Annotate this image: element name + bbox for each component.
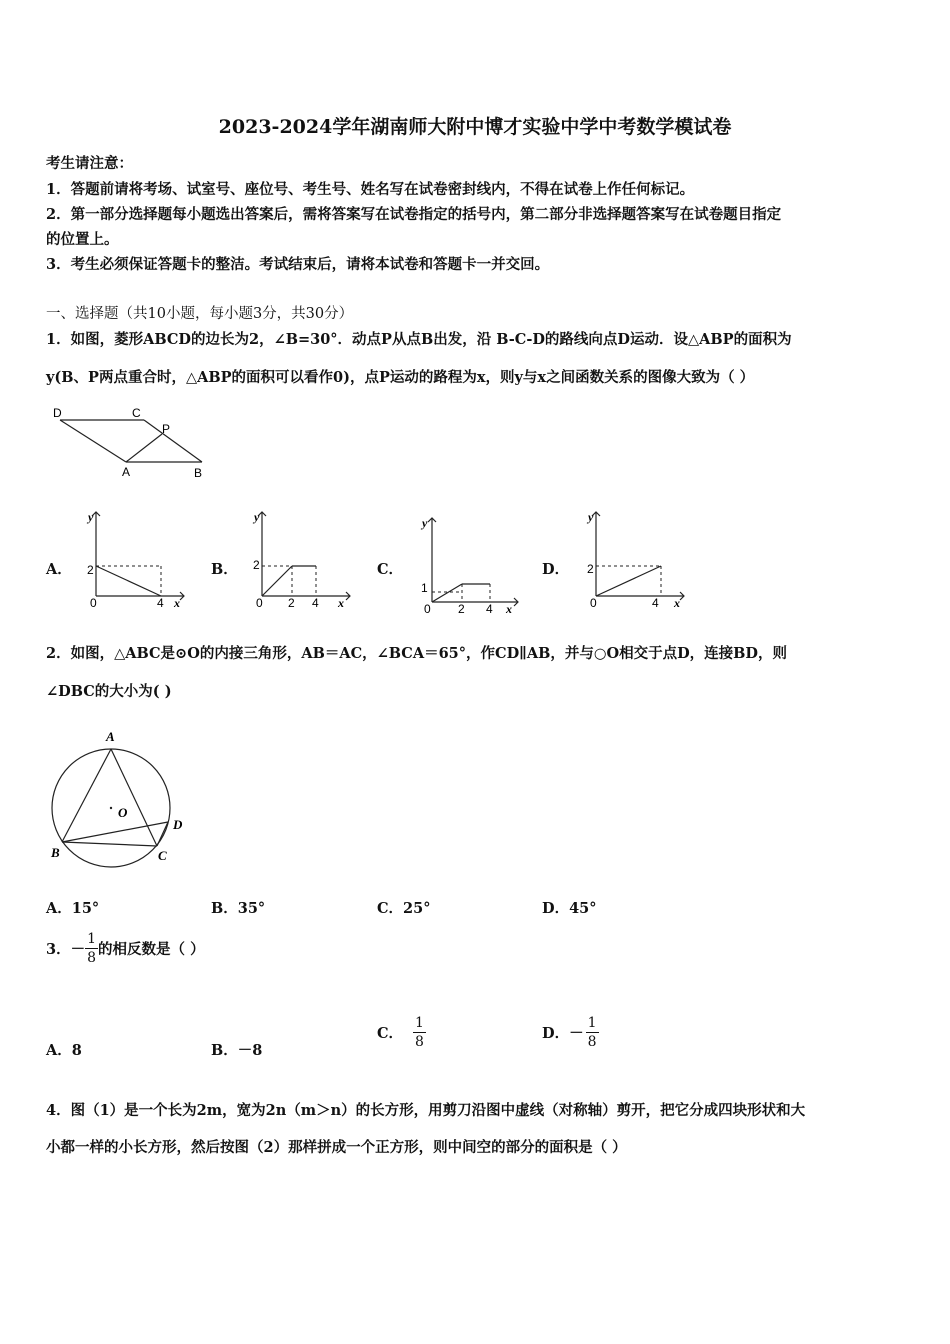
label-a: A <box>122 465 131 479</box>
tick: 2 <box>253 558 260 572</box>
q3-option-d-fraction <box>586 1014 599 1051</box>
origin: 0 <box>90 596 97 610</box>
option-d[interactable]: D． <box>542 561 570 578</box>
section-heading: 一、选择题（共10小题，每小题3分，共30分） <box>46 306 354 322</box>
q3-option-d[interactable] <box>542 1014 599 1051</box>
x-label: x <box>506 602 512 616</box>
y-label: y <box>422 516 428 530</box>
q3-option-c-label: C． <box>377 1025 404 1042</box>
q3-fraction <box>85 930 98 967</box>
origin: 0 <box>590 596 597 610</box>
q4-text-line2: 小都一样的小长方形，然后按图（2）那样拼成一个正方形，则中间空的部分的面积是（ ） <box>46 1139 627 1156</box>
label-c: C <box>132 406 141 420</box>
tick: 4 <box>157 596 164 610</box>
q3-option-b[interactable]: B．－8 <box>211 1042 263 1059</box>
label-a: A <box>106 729 115 744</box>
page-title: 2023-2024学年湖南师大附中博才实验中学中考数学模试卷 <box>218 116 732 138</box>
numerator: 1 <box>415 1015 424 1031</box>
label-o: O <box>118 805 128 820</box>
notice-heading: 考生请注意： <box>46 155 133 172</box>
tick: 2 <box>587 562 594 576</box>
label-d: D <box>173 817 183 832</box>
q3-prefix: 3．－ <box>46 941 86 958</box>
tick: 2 <box>458 602 465 616</box>
graph-d <box>584 506 694 610</box>
q2-option-c[interactable]: C．25° <box>377 900 431 917</box>
notice-item: 1．答题前请将考场、试室号、座位号、考生号、姓名写在试卷密封线内，不得在试卷上作任何标记。 <box>46 181 695 198</box>
q2-option-a[interactable]: A．15° <box>46 900 100 917</box>
notice-item: 2．第一部分选择题每小题选出答案后，需将答案写在试卷指定的括号内，第二部分非选择题答案写在试卷题目指定 <box>46 206 782 223</box>
q2-option-b[interactable]: B．35° <box>211 900 266 917</box>
y-label: y <box>588 510 594 524</box>
q2-circle-figure <box>44 724 204 870</box>
label-b: B <box>51 845 60 860</box>
label-d: D <box>53 406 62 420</box>
q3-denominator: 8 <box>87 950 97 966</box>
q1-text-line1: 1．如图，菱形ABCD的边长为2，∠B=30°．动点P从点B出发，沿 B-C-D的路线向点D运动．设△ABP的面积为 <box>46 331 792 348</box>
q3-text <box>46 930 205 967</box>
tick: 2 <box>87 563 94 577</box>
q1-rhombus-figure <box>44 402 214 482</box>
tick: 4 <box>486 602 493 616</box>
label-c: C <box>158 848 167 863</box>
label-p: P <box>162 422 171 436</box>
tick: 4 <box>312 596 319 610</box>
tick: 2 <box>288 596 295 610</box>
q3-option-d-label: D．－ <box>542 1025 584 1042</box>
graph-a <box>84 506 194 610</box>
denominator: 8 <box>587 1034 597 1050</box>
q2-text-line1: 2．如图，△ABC是⊙O的内接三角形，AB＝AC，∠BCA＝65°，作CD∥AB，并与○O相交于点D，连接BD，则 <box>46 645 788 662</box>
notice-item: 的位置上。 <box>46 231 119 248</box>
denominator: 8 <box>415 1034 424 1050</box>
graph-b <box>250 506 360 610</box>
numerator: 1 <box>587 1015 597 1031</box>
x-label: x <box>674 596 680 610</box>
origin: 0 <box>424 602 431 616</box>
option-b[interactable]: B． <box>211 561 238 578</box>
origin: 0 <box>256 596 263 610</box>
y-label: y <box>254 510 260 524</box>
q2-option-d[interactable]: D．45° <box>542 900 597 917</box>
x-label: x <box>338 596 344 610</box>
q4-text-line1: 4．图（1）是一个长为2m，宽为2n（m＞n）的长方形，用剪刀沿图中虚线（对称轴）剪开，把它分成四块形状和大 <box>46 1102 806 1119</box>
q3-option-c[interactable] <box>377 1014 426 1051</box>
label-b: B <box>194 466 203 480</box>
q2-text-line2: ∠DBC的大小为( ) <box>46 683 172 700</box>
q3-numerator: 1 <box>87 931 97 947</box>
tick: 1 <box>421 581 428 595</box>
option-c[interactable]: C． <box>377 561 404 578</box>
y-label: y <box>88 510 94 524</box>
tick: 4 <box>652 596 659 610</box>
q1-text-line2: y(B、P两点重合时，△ABP的面积可以看作0)，点P运动的路程为x，则y与x之间函数关系的图像大致为（ ） <box>46 369 755 386</box>
q3-option-a[interactable]: A．8 <box>46 1042 82 1059</box>
notice-item: 3．考生必须保证答题卡的整洁。考试结束后，请将本试卷和答题卡一并交回。 <box>46 256 550 273</box>
x-label: x <box>174 596 180 610</box>
q3-suffix: 的相反数是（ ） <box>98 941 205 958</box>
q3-option-c-fraction <box>413 1014 426 1051</box>
option-a[interactable]: A． <box>46 561 72 578</box>
graph-c <box>418 512 528 616</box>
